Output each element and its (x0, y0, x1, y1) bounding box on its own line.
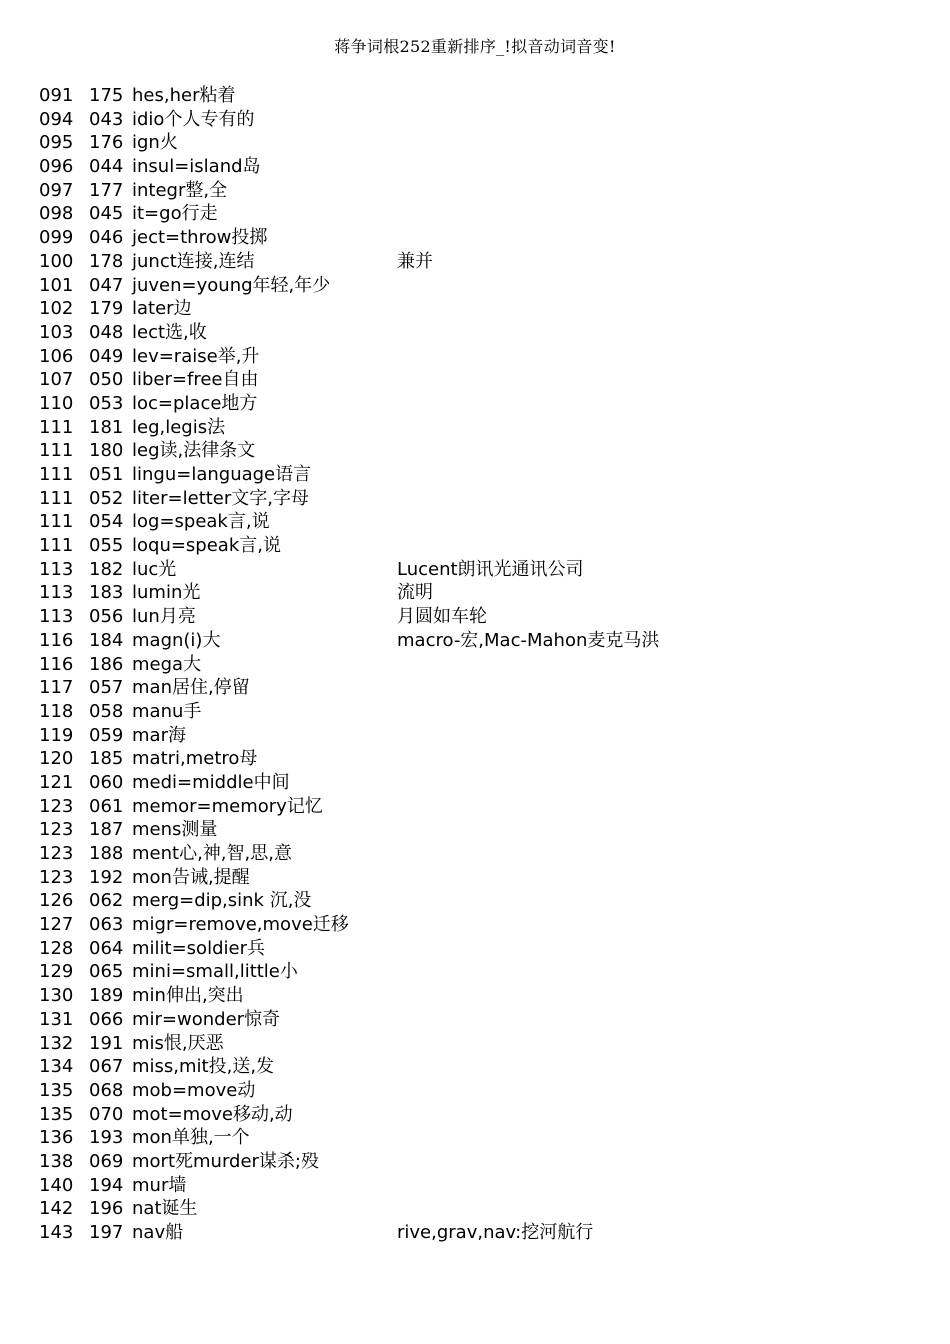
row-index: 130 (39, 985, 74, 1007)
root-definition: juven=young年轻,年少 (132, 274, 331, 296)
root-definition: lumin光 (132, 582, 201, 604)
row-index: 142 (39, 1198, 74, 1220)
row-index: 111 (39, 511, 74, 533)
root-number: 063 (89, 914, 124, 936)
root-number: 194 (89, 1174, 124, 1196)
table-row (0, 1079, 950, 1103)
table-row (0, 818, 950, 842)
root-number: 068 (89, 1079, 124, 1101)
root-number: 176 (89, 132, 124, 154)
root-definition: loqu=speak言,说 (132, 535, 281, 557)
row-index: 131 (39, 1008, 74, 1030)
table-row (0, 747, 950, 771)
page-title: 蒋争词根252重新排序_!拟音动词音变! (334, 37, 616, 56)
table-row (0, 510, 950, 534)
table-row (0, 1103, 950, 1127)
table-row (0, 937, 950, 961)
root-definition: it=go行走 (132, 203, 218, 225)
row-index: 123 (39, 819, 74, 841)
root-number: 182 (89, 558, 124, 580)
row-index: 102 (39, 298, 74, 320)
row-index: 143 (39, 1222, 74, 1243)
row-index: 111 (39, 440, 74, 462)
root-number: 056 (89, 606, 124, 628)
root-definition: luc光 (132, 558, 177, 580)
root-definition: manu手 (132, 700, 202, 722)
table-row (0, 297, 950, 321)
table-row (0, 226, 950, 250)
root-number: 043 (89, 108, 124, 130)
root-number: 058 (89, 700, 124, 722)
row-index: 106 (39, 345, 74, 367)
root-definition: mens测量 (132, 819, 218, 841)
root-definition: matri,metro母 (132, 748, 258, 770)
row-index: 111 (39, 535, 74, 557)
row-index: 095 (39, 132, 74, 154)
table-row (0, 1055, 950, 1079)
root-number: 065 (89, 961, 124, 983)
row-index: 103 (39, 321, 74, 343)
table-row (0, 487, 950, 511)
root-definition: min伸出,突出 (132, 985, 244, 1007)
root-number: 183 (89, 582, 124, 604)
table-row (0, 131, 950, 155)
root-definition: memor=memory记忆 (132, 795, 323, 817)
table-row (0, 724, 950, 748)
root-number: 175 (89, 85, 124, 106)
root-definition: integr整,全 (132, 179, 228, 201)
root-definition: mon告诫,提醒 (132, 866, 250, 888)
root-definition: ign火 (132, 132, 178, 154)
row-index: 123 (39, 795, 74, 817)
table-row (0, 653, 950, 677)
table-row (0, 1221, 950, 1245)
row-index: 091 (39, 85, 74, 106)
root-definition: loc=place地方 (132, 392, 258, 414)
mnemonic-note: 流明 (397, 582, 433, 604)
root-definition: mur墙 (132, 1174, 187, 1196)
table-row (0, 534, 950, 558)
row-index: 113 (39, 558, 74, 580)
table-row (0, 1150, 950, 1174)
root-definition: miss,mit投,送,发 (132, 1056, 275, 1078)
mnemonic-note: rive,grav,nav:挖河航行 (397, 1222, 594, 1243)
root-definition: leg,legis法 (132, 416, 226, 438)
row-index: 126 (39, 890, 74, 912)
root-definition: mort死murder谋杀;殁 (132, 1150, 319, 1172)
root-number: 186 (89, 653, 124, 675)
root-number: 044 (89, 156, 124, 178)
root-definition: mis恨,厌恶 (132, 1032, 224, 1054)
root-number: 051 (89, 464, 124, 485)
root-definition: liter=letter文字,字母 (132, 487, 310, 509)
row-index: 129 (39, 961, 74, 983)
root-definition: leg读,法律条文 (132, 440, 256, 462)
table-row (0, 889, 950, 913)
row-index: 127 (39, 914, 74, 936)
root-definition: man居住,停留 (132, 677, 250, 699)
row-index: 128 (39, 937, 74, 959)
root-definition: insul=island岛 (132, 156, 261, 178)
root-number: 053 (89, 392, 124, 414)
row-index: 096 (39, 156, 74, 178)
root-definition: mir=wonder惊奇 (132, 1008, 281, 1030)
root-number: 046 (89, 227, 124, 249)
root-definition: mot=move移动,动 (132, 1103, 293, 1125)
row-index: 135 (39, 1079, 74, 1101)
root-number: 177 (89, 179, 124, 201)
root-number: 047 (89, 274, 124, 296)
table-row (0, 250, 950, 274)
table-row (0, 984, 950, 1008)
row-index: 123 (39, 843, 74, 864)
row-index: 113 (39, 606, 74, 628)
root-number: 187 (89, 819, 124, 841)
row-index: 136 (39, 1127, 74, 1149)
root-definition: log=speak言,说 (132, 511, 270, 533)
root-definition: ject=throw投掷 (132, 227, 268, 249)
table-row (0, 1126, 950, 1150)
row-index: 110 (39, 392, 74, 414)
table-row (0, 463, 950, 487)
root-definition: nat诞生 (132, 1198, 198, 1220)
row-index: 135 (39, 1103, 74, 1125)
table-row (0, 960, 950, 984)
root-number: 050 (89, 369, 124, 391)
root-number: 188 (89, 843, 124, 864)
row-index: 119 (39, 724, 74, 746)
root-definition: lev=raise举,升 (132, 345, 260, 367)
table-row (0, 392, 950, 416)
row-index: 116 (39, 653, 74, 675)
row-index: 111 (39, 416, 74, 438)
table-row (0, 202, 950, 226)
table-row (0, 274, 950, 298)
table-row (0, 605, 950, 629)
root-number: 045 (89, 203, 124, 225)
root-number: 185 (89, 748, 124, 770)
row-index: 097 (39, 179, 74, 201)
row-index: 134 (39, 1056, 74, 1078)
row-index: 117 (39, 677, 74, 699)
root-definition: mon单独,一个 (132, 1127, 250, 1149)
table-row (0, 913, 950, 937)
row-index: 111 (39, 464, 74, 485)
table-row (0, 771, 950, 795)
row-index: 113 (39, 582, 74, 604)
root-definition: medi=middle中间 (132, 771, 290, 793)
root-definition: nav船 (132, 1222, 184, 1243)
root-number: 189 (89, 985, 124, 1007)
root-number: 049 (89, 345, 124, 367)
root-number: 055 (89, 535, 124, 557)
root-definition: hes,her粘着 (132, 85, 236, 106)
table-row (0, 558, 950, 582)
table-row (0, 1197, 950, 1221)
mnemonic-note: 月圆如车轮 (397, 606, 487, 628)
root-number: 181 (89, 416, 124, 438)
root-number: 184 (89, 629, 124, 651)
root-definition: migr=remove,move迁移 (132, 914, 349, 936)
root-definition: lun月亮 (132, 606, 196, 628)
mnemonic-note: Lucent朗讯光通讯公司 (397, 558, 584, 580)
table-row (0, 155, 950, 179)
root-number: 178 (89, 250, 124, 272)
word-root-table (0, 84, 950, 1245)
row-index: 123 (39, 866, 74, 888)
root-number: 061 (89, 795, 124, 817)
mnemonic-note: 兼并 (397, 250, 433, 272)
row-index: 118 (39, 700, 74, 722)
root-definition: mar海 (132, 724, 186, 746)
table-row (0, 439, 950, 463)
root-definition: idio个人专有的 (132, 108, 255, 130)
root-number: 066 (89, 1008, 124, 1030)
root-definition: milit=soldier兵 (132, 937, 265, 959)
table-row (0, 416, 950, 440)
table-row (0, 108, 950, 132)
row-index: 099 (39, 227, 74, 249)
table-row (0, 629, 950, 653)
root-definition: magn(i)大 (132, 629, 221, 651)
root-number: 192 (89, 866, 124, 888)
row-index: 101 (39, 274, 74, 296)
mnemonic-note: macro-宏,Mac-Mahon麦克马洪 (397, 629, 660, 651)
table-row (0, 1032, 950, 1056)
row-index: 138 (39, 1150, 74, 1172)
root-definition: liber=free自由 (132, 369, 259, 391)
root-definition: ment心,神,智,思,意 (132, 843, 292, 864)
table-row (0, 345, 950, 369)
table-row (0, 795, 950, 819)
root-definition: junct连接,连结 (132, 250, 255, 272)
root-number: 052 (89, 487, 124, 509)
root-number: 070 (89, 1103, 124, 1125)
table-row (0, 1008, 950, 1032)
row-index: 100 (39, 250, 74, 272)
row-index: 132 (39, 1032, 74, 1054)
table-row (0, 179, 950, 203)
root-number: 060 (89, 771, 124, 793)
root-number: 048 (89, 321, 124, 343)
root-definition: merg=dip,sink 沉,没 (132, 890, 312, 912)
table-row (0, 842, 950, 866)
root-number: 062 (89, 890, 124, 912)
root-number: 057 (89, 677, 124, 699)
row-index: 094 (39, 108, 74, 130)
root-number: 191 (89, 1032, 124, 1054)
root-number: 193 (89, 1127, 124, 1149)
table-row (0, 581, 950, 605)
root-definition: mob=move动 (132, 1079, 256, 1101)
row-index: 120 (39, 748, 74, 770)
root-definition: lingu=language语言 (132, 464, 312, 485)
root-number: 196 (89, 1198, 124, 1220)
table-row (0, 84, 950, 108)
row-index: 111 (39, 487, 74, 509)
root-number: 064 (89, 937, 124, 959)
root-number: 180 (89, 440, 124, 462)
root-number: 067 (89, 1056, 124, 1078)
root-number: 059 (89, 724, 124, 746)
root-definition: later边 (132, 298, 192, 320)
table-row (0, 368, 950, 392)
table-row (0, 321, 950, 345)
root-number: 197 (89, 1222, 124, 1243)
row-index: 140 (39, 1174, 74, 1196)
root-definition: mini=small,little小 (132, 961, 298, 983)
table-row (0, 1174, 950, 1198)
row-index: 098 (39, 203, 74, 225)
row-index: 116 (39, 629, 74, 651)
root-definition: mega大 (132, 653, 202, 675)
root-definition: lect选,收 (132, 321, 207, 343)
table-row (0, 676, 950, 700)
table-row (0, 700, 950, 724)
root-number: 054 (89, 511, 124, 533)
row-index: 121 (39, 771, 74, 793)
table-row (0, 866, 950, 890)
root-number: 179 (89, 298, 124, 320)
root-number: 069 (89, 1150, 124, 1172)
row-index: 107 (39, 369, 74, 391)
